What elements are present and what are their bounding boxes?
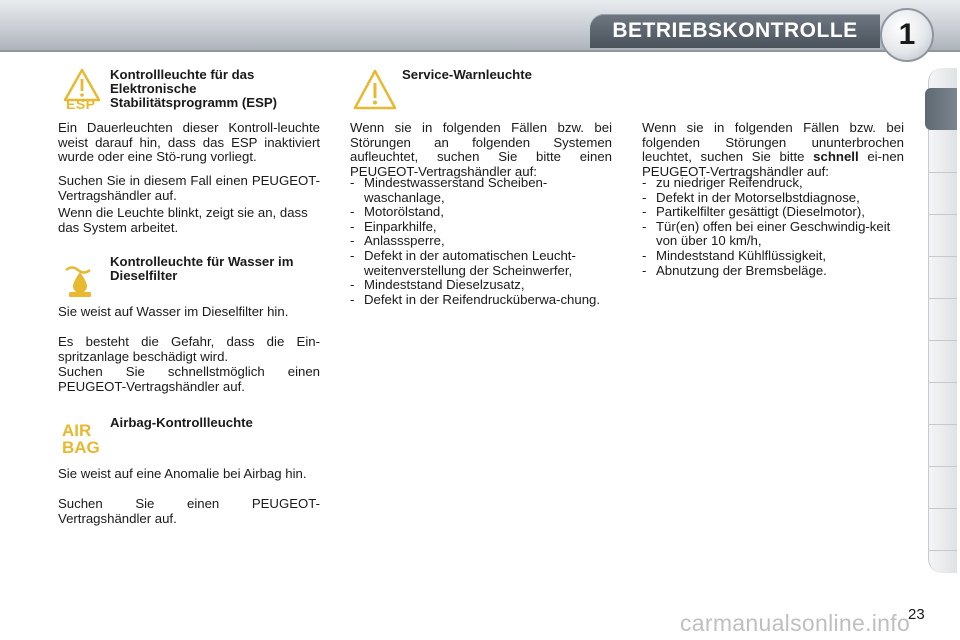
service-intro: Wenn sie in folgenden Fällen bzw. bei Störungen an folgenden Systemen aufleuchtet, suchen Sie bitte einen PEUGEOT-Vertragshändler auf: — [350, 120, 612, 179]
water-in-diesel-icon — [60, 256, 100, 300]
airbag-paragraph-1: Sie weist auf eine Anomalie bei Airbag hin. — [58, 466, 307, 481]
chapter-tab[interactable] — [929, 424, 957, 467]
list-item: - Mindeststand Kühlflüssigkeit, — [642, 249, 906, 264]
airbag-heading: Airbag-Kontrollleuchte — [110, 415, 253, 430]
water-paragraph-2: Es besteht die Gefahr, dass die Ein-spritzanlage beschädigt wird. — [58, 334, 320, 364]
list-item: - Tür(en) offen bei einer Geschwindig-keit von über 10 km/h, — [642, 220, 906, 249]
service-intro-2 — [642, 121, 904, 179]
list-item: - Mindeststand Dieselzusatz, — [350, 278, 612, 293]
airbag-icon-line2: BAG — [62, 438, 100, 457]
list-item: - Defekt in der Reifendrucküberwa-chung. — [350, 293, 612, 308]
service-list — [350, 176, 612, 307]
list-item: - Mindestwasserstand Scheiben-waschanlage, — [350, 176, 612, 205]
chapter-tab[interactable] — [929, 508, 957, 551]
esp-icon-label: ESP — [66, 96, 96, 112]
chapter-tab[interactable] — [929, 130, 957, 173]
list-item: - Einparkhilfe, — [350, 220, 612, 235]
page-number: 23 — [908, 606, 925, 623]
chapter-tab[interactable] — [929, 340, 957, 383]
water-paragraph-3: Suchen Sie schnellstmöglich einen PEUGEOT-Vertragshändler auf. — [58, 364, 320, 394]
chapter-tab[interactable] — [929, 172, 957, 215]
esp-paragraph-1: Ein Dauerleuchten dieser Kontroll-leuchte weist darauf hin, dass das ESP inaktiviert wurde oder eine Stö-rung vorliegt. — [58, 120, 320, 165]
airbag-icon-line1: AIR — [62, 421, 92, 440]
chapter-title: BETRIEBSKONTROLLE — [590, 14, 880, 48]
list-item: - Anlasssperre, — [350, 234, 612, 249]
service-heading: Service-Warnleuchte — [402, 67, 532, 82]
chapter-number: 1 — [880, 8, 934, 62]
water-paragraph-1: Sie weist auf Wasser im Dieselfilter hin. — [58, 304, 289, 319]
list-item: - Defekt in der automatischen Leucht-weitenverstellung der Scheinwerfer, — [350, 249, 612, 278]
watermark: carmanualsonline.info — [680, 610, 911, 636]
list-item: - Defekt in der Motorselbstdiagnose, — [642, 191, 906, 206]
chapter-tab[interactable] — [929, 382, 957, 425]
list-item: - Partikelfilter gesättigt (Dieselmotor), — [642, 205, 906, 220]
esp-paragraph-3: Wenn die Leuchte blinkt, zeigt sie an, dass das System arbeitet. — [58, 205, 308, 235]
chapter-tab-active[interactable] — [925, 88, 957, 130]
chapter-tabs — [928, 68, 957, 573]
chapter-tab[interactable] — [929, 214, 957, 257]
list-item: - Motorölstand, — [350, 205, 612, 220]
airbag-icon — [62, 422, 102, 462]
chapter-tab[interactable] — [929, 298, 957, 341]
service-intro-2-bold: schnell — [813, 149, 859, 165]
service-intro-2-part-1: Wenn sie in folgenden Fällen bzw. bei folgenden Störungen ununterbrochen leuchtet, suchen Sie bitte — [642, 120, 904, 165]
service-intro-2-part-2: ei-nen PEUGEOT-Vertragshändler auf: — [642, 149, 904, 179]
service-warning-icon — [352, 68, 398, 112]
list-item: - Abnutzung der Bremsbeläge. — [642, 264, 906, 279]
chapter-tab[interactable] — [929, 256, 957, 299]
list-item: - zu niedriger Reifendruck, — [642, 176, 906, 191]
esp-paragraph-2: Suchen Sie in diesem Fall einen PEUGEOT-Vertragshändler auf. — [58, 173, 320, 203]
esp-heading: Kontrollleuchte für das Elektronische Stabilitätsprogramm (ESP) — [110, 67, 278, 110]
airbag-paragraph-2: Suchen Sie einen PEUGEOT-Vertragshändler auf. — [58, 496, 320, 526]
service-list-2 — [642, 176, 906, 278]
water-heading: Kontrolleuchte für Wasser im Dieselfilter — [110, 254, 294, 283]
chapter-tab[interactable] — [929, 466, 957, 509]
